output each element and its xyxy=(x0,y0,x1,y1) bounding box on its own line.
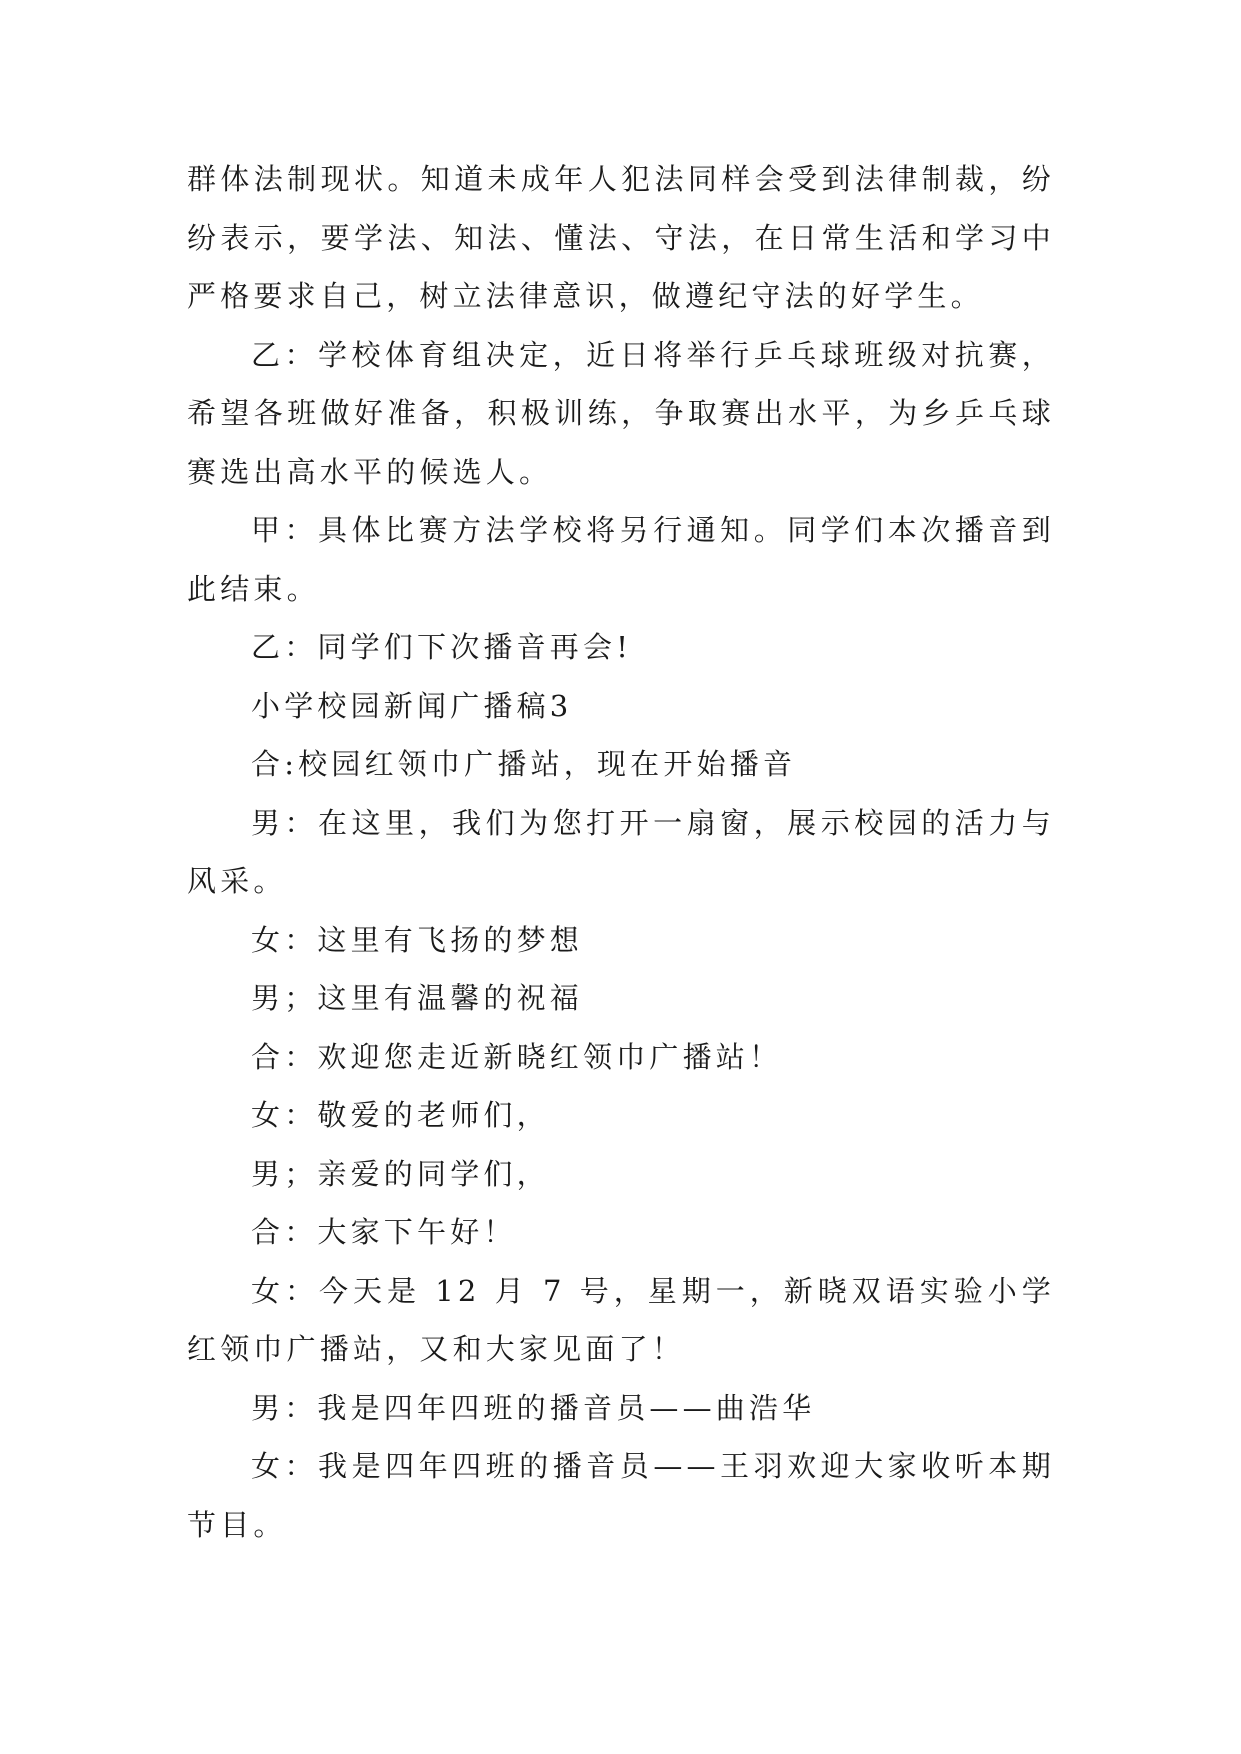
paragraph-3: 甲：具体比赛方法学校将另行通知。同学们本次播音到此结束。 xyxy=(187,513,1055,606)
paragraph-10: 合：欢迎您走近新晓红领巾广播站！ xyxy=(251,1039,783,1074)
paragraph-13: 合：大家下午好！ xyxy=(251,1215,517,1249)
paragraph-16: 女：我是四年四班的播音员——王羽欢迎大家收听本期节目。 xyxy=(187,1449,1055,1542)
paragraph-9: 男；这里有温馨的祝福 xyxy=(251,981,584,1015)
section-heading: 小学校园新闻广播稿3 xyxy=(251,688,573,723)
paragraph-1: 群体法制现状。知道未成年人犯法同样会受到法律制裁，纷纷表示，要学法、知法、懂法、守法，在日常生活和学习中严格要求自己，树立法律意识，做遵纪守法的好学生。 xyxy=(187,162,1055,313)
paragraph-11: 女：敬爱的老师们， xyxy=(251,1098,550,1132)
paragraph-14: 女：今天是 12 月 7 号，星期一，新晓双语实验小学红领巾广播站，又和大家见面了！ xyxy=(187,1273,1055,1366)
paragraph-2: 乙：学校体育组决定，近日将举行乒乓球班级对抗赛，希望各班做好准备，积极训练，争取赛出水平，为乡乒乓球赛选出高水平的候选人。 xyxy=(187,337,1055,489)
document-page xyxy=(187,150,1055,1554)
paragraph-6: 合:校园红领巾广播站，现在开始播音 xyxy=(251,747,797,781)
paragraph-8: 女：这里有飞扬的梦想 xyxy=(251,922,584,957)
paragraph-4: 乙：同学们下次播音再会! xyxy=(251,630,633,664)
paragraph-15: 男：我是四年四班的播音员——曲浩华 xyxy=(251,1390,816,1425)
paragraph-12: 男；亲爱的同学们， xyxy=(251,1156,550,1191)
paragraph-7: 男：在这里，我们为您打开一扇窗，展示校园的活力与风采。 xyxy=(187,805,1055,898)
